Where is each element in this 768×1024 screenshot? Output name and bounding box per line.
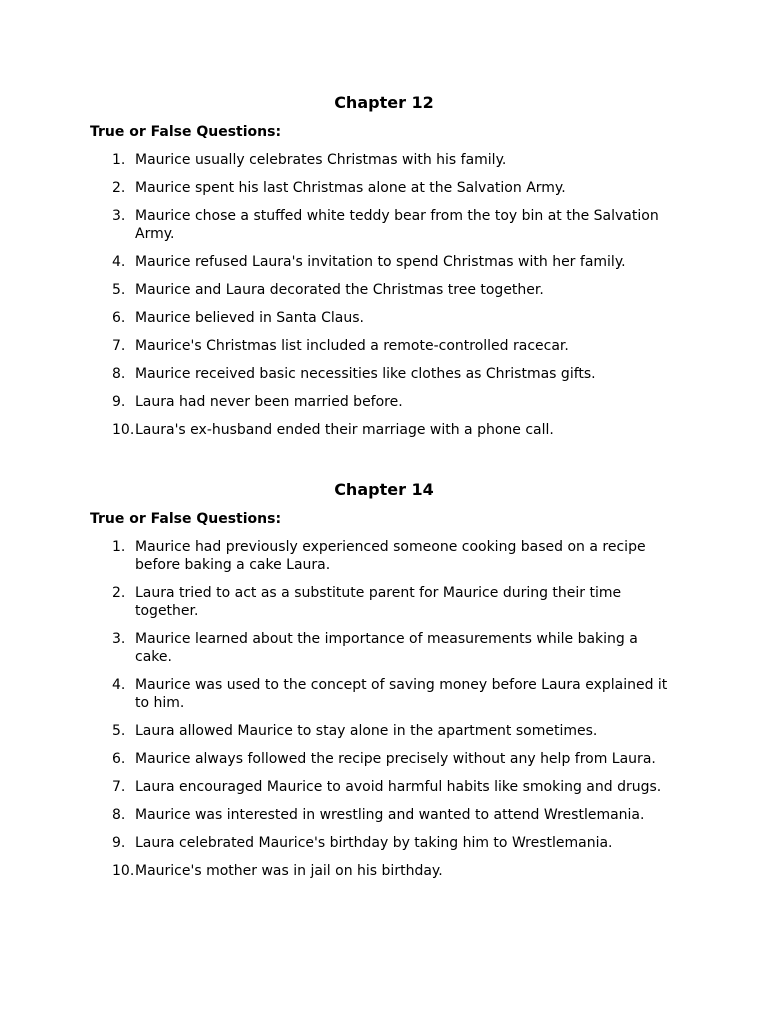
item-text: Maurice was interested in wrestling and wanted to attend Wrestlemania. <box>135 807 645 823</box>
item-text: Maurice's mother was in jail on his birthday. <box>135 863 443 879</box>
list-item <box>90 309 678 327</box>
item-number: 4. <box>112 677 126 693</box>
item-number: 1. <box>112 539 126 555</box>
item-number: 8. <box>112 807 126 823</box>
section-label: True or False Questions: <box>90 511 282 527</box>
list-item <box>90 179 678 197</box>
list-item <box>90 676 678 712</box>
item-number: 8. <box>112 366 126 382</box>
item-text: Laura had never been married before. <box>135 394 403 410</box>
chapter-14-section <box>90 480 678 880</box>
list-item <box>90 281 678 299</box>
question-list <box>90 538 678 880</box>
item-number: 5. <box>112 282 126 298</box>
item-number: 1. <box>112 152 126 168</box>
item-text: Maurice refused Laura's invitation to spend Christmas with her family. <box>135 254 626 270</box>
item-number: 9. <box>112 394 126 410</box>
item-number: 5. <box>112 723 126 739</box>
list-item <box>90 862 678 880</box>
question-list <box>90 151 678 439</box>
item-text: Maurice was used to the concept of saving money before Laura explained it to him. <box>135 677 668 711</box>
list-item <box>90 151 678 169</box>
item-text: Maurice always followed the recipe precisely without any help from Laura. <box>135 751 656 767</box>
item-number: 4. <box>112 254 126 270</box>
list-item <box>90 421 678 439</box>
list-item <box>90 253 678 271</box>
item-number: 2. <box>112 585 126 601</box>
item-text: Maurice had previously experienced someone cooking based on a recipe before baking a cake Laura. <box>135 539 646 573</box>
chapter-title: Chapter 14 <box>334 480 434 499</box>
item-text: Maurice chose a stuffed white teddy bear from the toy bin at the Salvation Army. <box>135 208 659 242</box>
item-number: 2. <box>112 180 126 196</box>
item-number: 9. <box>112 835 126 851</box>
list-item <box>90 778 678 796</box>
item-number: 10. <box>112 422 135 438</box>
list-item <box>90 207 678 243</box>
item-text: Maurice believed in Santa Claus. <box>135 310 364 326</box>
item-number: 6. <box>112 310 126 326</box>
list-item <box>90 806 678 824</box>
item-number: 7. <box>112 779 126 795</box>
item-number: 7. <box>112 338 126 354</box>
section-label: True or False Questions: <box>90 124 282 140</box>
list-item <box>90 337 678 355</box>
item-number: 3. <box>112 208 126 224</box>
item-text: Laura celebrated Maurice's birthday by taking him to Wrestlemania. <box>135 835 613 851</box>
item-number: 6. <box>112 751 126 767</box>
list-item <box>90 750 678 768</box>
item-text: Maurice's Christmas list included a remote-controlled racecar. <box>135 338 569 354</box>
list-item <box>90 365 678 383</box>
item-number: 10. <box>112 863 135 879</box>
list-item <box>90 393 678 411</box>
item-text: Maurice and Laura decorated the Christmas tree together. <box>135 282 544 298</box>
list-item <box>90 584 678 620</box>
item-text: Laura allowed Maurice to stay alone in the apartment sometimes. <box>135 723 598 739</box>
item-text: Laura's ex-husband ended their marriage with a phone call. <box>135 422 554 438</box>
list-item <box>90 538 678 574</box>
list-item <box>90 834 678 852</box>
item-text: Maurice received basic necessities like clothes as Christmas gifts. <box>135 366 596 382</box>
item-text: Maurice spent his last Christmas alone at the Salvation Army. <box>135 180 566 196</box>
item-number: 3. <box>112 631 126 647</box>
item-text: Maurice usually celebrates Christmas with his family. <box>135 152 507 168</box>
list-item <box>90 722 678 740</box>
item-text: Laura tried to act as a substitute parent for Maurice during their time together. <box>135 585 622 619</box>
chapter-12-section <box>90 93 678 439</box>
list-item <box>90 630 678 666</box>
chapter-title: Chapter 12 <box>334 93 434 112</box>
item-text: Laura encouraged Maurice to avoid harmful habits like smoking and drugs. <box>135 779 662 795</box>
item-text: Maurice learned about the importance of measurements while baking a cake. <box>135 631 638 665</box>
